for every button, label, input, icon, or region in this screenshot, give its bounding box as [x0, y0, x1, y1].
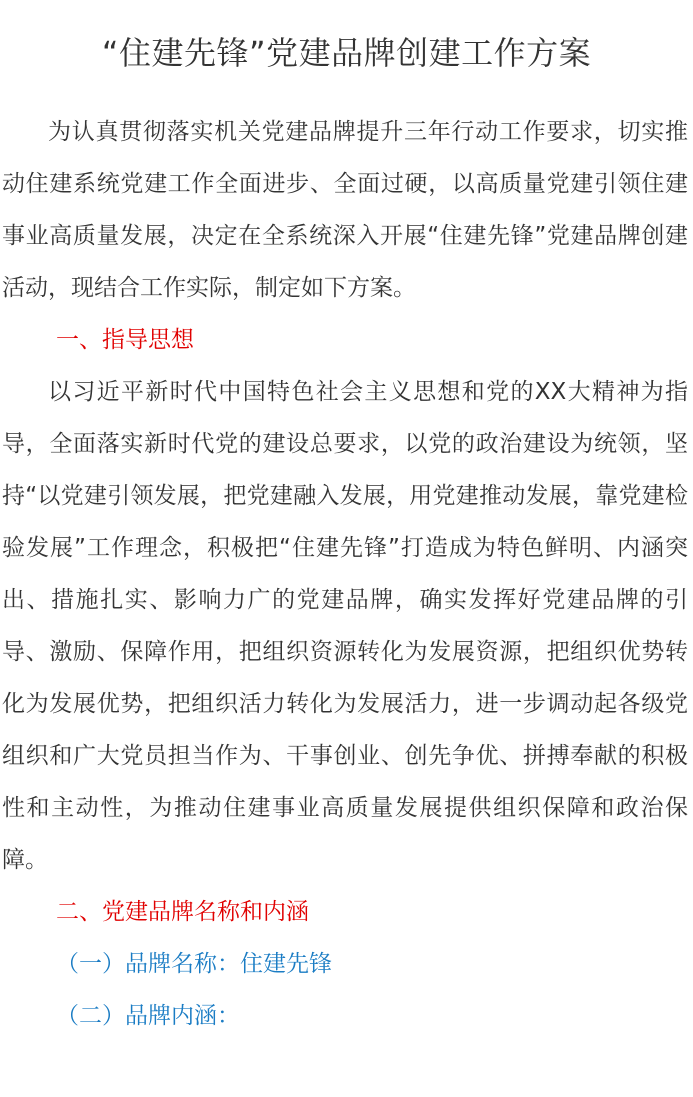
document-title: “住建先锋”党建品牌创建工作方案	[101, 34, 592, 72]
document-body	[2, 106, 688, 1042]
section-heading-guiding-ideology: 一、指导思想	[56, 327, 194, 353]
subheading-brand-connotation: （二）品牌内涵：	[56, 1003, 240, 1029]
guiding-ideology-paragraph: 以习近平新时代中国特色社会主义思想和党的XX大精神为指导，全面落实新时代党的建设总要求，以党的政治建设为统领，坚持“以党建引领发展，把党建融入发展，用党建推动发展，靠党建检验发展”工作理念，积极把“住建先锋”打造成为特色鲜明、内涵突出、措施扎实、影响力广的党建品牌，确实发挥好党建品牌的引导、激励、保障作用，把组织资源转化为发展资源，把组织优势转化为发展优势，把组织活力转化为发展活力，进一步调动起各级党组织和广大党员担当作为、干事创业、创先争优、拼搏奉献的积极性和主动性，为推动住建事业高质量发展提供组织保障和政治保障。	[2, 379, 688, 873]
subheading-brand-name: （一）品牌名称：住建先锋	[56, 951, 332, 977]
section-heading-brand-name-and-connotation: 二、党建品牌名称和内涵	[56, 899, 309, 925]
intro-paragraph: 为认真贯彻落实机关党建品牌提升三年行动工作要求，切实推动住建系统党建工作全面进步、全面过硬，以高质量党建引领住建事业高质量发展，决定在全系统深入开展“住建先锋”党建品牌创建活动，现结合工作实际，制定如下方案。	[2, 119, 688, 301]
